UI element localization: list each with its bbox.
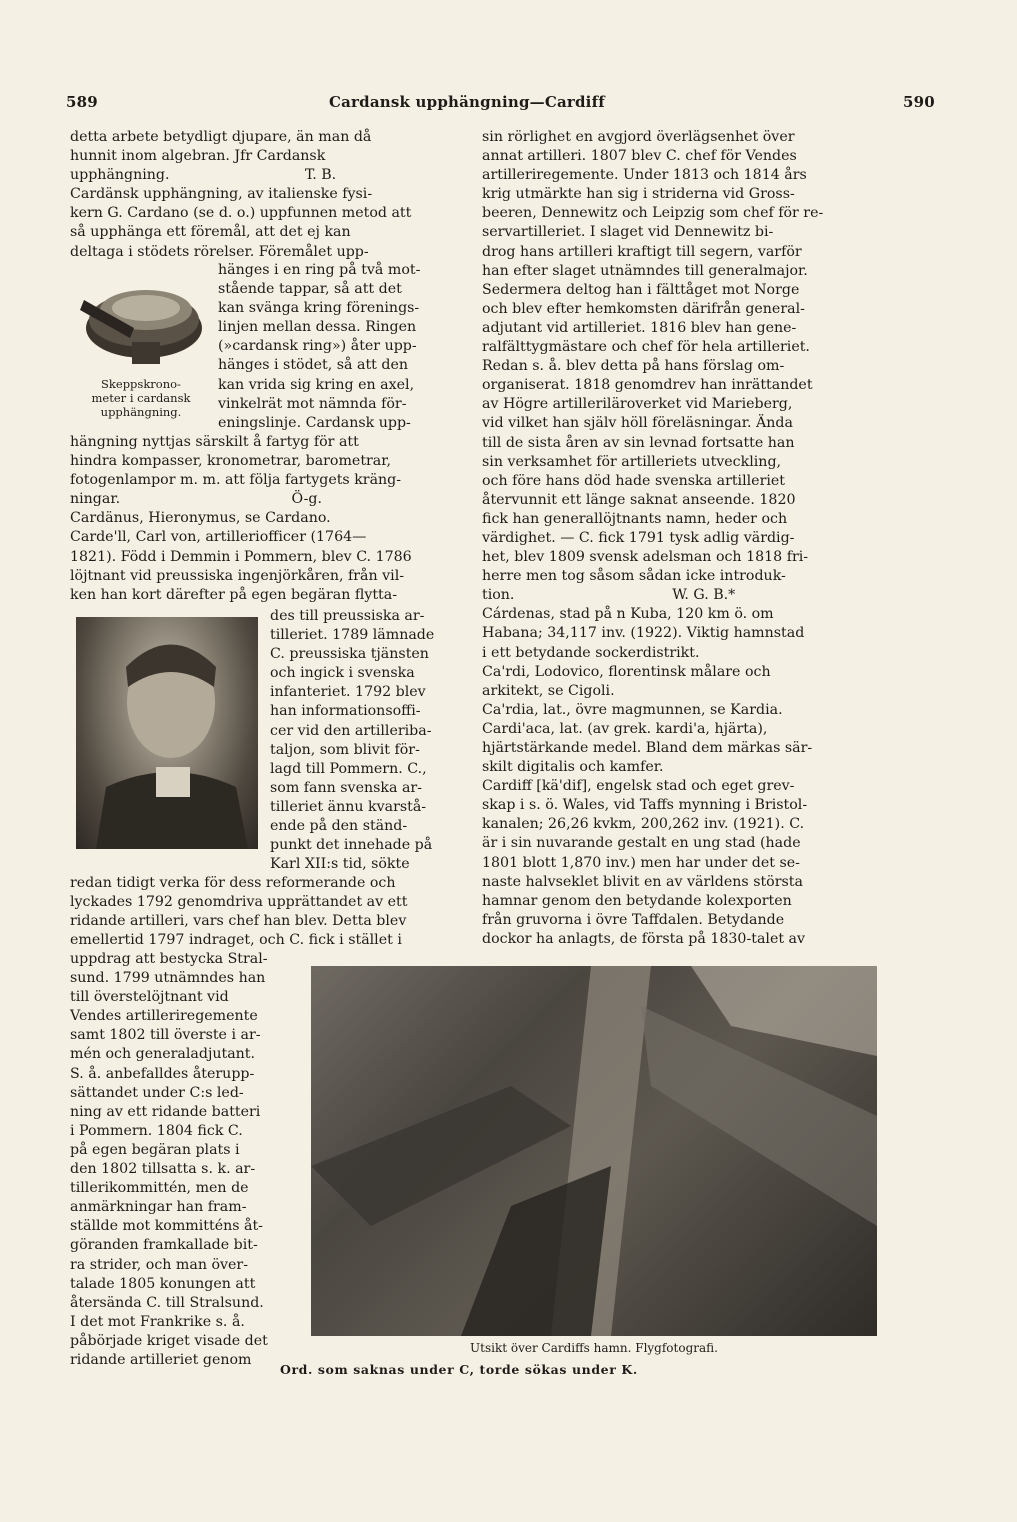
footer-note: Ord. som saknas under C, torde sökas under K. [280, 1362, 638, 1377]
right-col-line: Ca'rdi, Lodovico, florentinsk målare och [482, 663, 771, 680]
left-beside-fig1-line: vinkelrät mot nämnda för- [218, 395, 407, 412]
right-col-line: het, blev 1809 svensk adelsman och 1818 fri- [482, 549, 809, 566]
left-column-beside-portrait [270, 607, 458, 874]
harbor-photo-caption: Utsikt över Cardiffs hamn. Flygfotografi. [470, 1341, 718, 1355]
right-col-line: beeren, Dennewitz och Leipzig som chef för re- [482, 205, 824, 222]
cardiff-harbor-photo [311, 966, 877, 1336]
right-col-line: organiserat. 1818 genomdrev han inrättandet [482, 377, 813, 394]
right-col-line: herre men tog såsom sådan icke introduk- [482, 568, 786, 585]
left-narrow-line: samt 1802 till överste i ar- [70, 1027, 261, 1044]
left-mid-line: hindra kompasser, kronometrar, barometrar, [70, 453, 391, 470]
left-narrow-line: anmärkningar han fram- [70, 1199, 247, 1216]
left-col-top-line: deltaga i stödets rörelser. Föremålet upp- [70, 243, 369, 260]
left-narrow-line: mén och generaladjutant. [70, 1046, 256, 1063]
page-number-left: 589 [66, 93, 98, 111]
left-narrow-line: den 1802 tillsatta s. k. ar- [70, 1161, 256, 1178]
right-col-line: kanalen; 26,26 kvkm, 200,262 inv. (1921). C. [482, 816, 805, 833]
right-col-line: i ett betydande sockerdistrikt. [482, 644, 700, 661]
left-narrow-line: ställde mot kommitténs åt- [70, 1218, 263, 1235]
left-beside-portrait-line: tilleriet. 1789 lämnade [270, 627, 435, 644]
chronometer-illustration [74, 268, 206, 370]
left-column-beside-figure [218, 261, 458, 433]
left-beside-portrait-line: punkt det innehade på [270, 837, 433, 854]
left-narrow-line: uppdrag att bestycka Stral- [70, 951, 268, 967]
left-beside-portrait-line: han informationsoffi- [270, 703, 421, 720]
right-col-line: ralfälttygmästare och chef för hela artilleriet. [482, 339, 810, 356]
left-narrow-line: ra strider, och man över- [70, 1256, 248, 1273]
right-col-line: vid vilket han själv höll föreläsningar. Ända [482, 415, 793, 432]
right-col-line: adjutant vid artilleriet. 1816 blev han gene- [482, 319, 797, 336]
chronometer-caption [66, 377, 216, 419]
right-col-line: artilleriregemente. Under 1813 och 1814 års [482, 167, 807, 184]
left-mid-line: Carde'll, Carl von, artilleriofficer (1764— [70, 529, 367, 546]
right-col-line: Habana; 34,117 inv. (1922). Viktig hamnstad [482, 625, 805, 642]
left-col-top-line: detta arbete betydligt djupare, än man då [70, 129, 372, 145]
left-mid-line: löjtnant vid preussiska ingenjörkåren, från vil- [70, 567, 405, 584]
fig1-caption-line: Skeppskrono- [101, 377, 181, 391]
left-full2-line: lyckades 1792 genomdriva upprättandet av ett [70, 894, 408, 911]
left-narrow-line: tillerikommittén, men de [70, 1180, 249, 1197]
right-col-line: skap i s. ö. Wales, vid Taffs mynning i Bristol- [482, 797, 808, 814]
right-col-line: han efter slaget utnämndes till generalmajor. [482, 262, 808, 279]
left-narrow-line: S. å. anbefalldes återupp- [70, 1065, 255, 1082]
fig1-caption-line: meter i cardansk [91, 391, 191, 405]
left-narrow-line: återsända C. till Stralsund. [70, 1294, 264, 1311]
left-col-top-line: hunnit inom algebran. Jfr Cardansk [70, 148, 326, 165]
left-narrow-line: sund. 1799 utnämndes han [70, 970, 266, 987]
right-col-line: arkitekt, se Cigoli. [482, 682, 615, 699]
right-col-line: återvunnit ett länge saknat anseende. 1820 [482, 491, 796, 508]
left-beside-fig1-line: eningslinje. Cardansk upp- [218, 414, 411, 431]
right-col-line: annat artilleri. 1807 blev C. chef för Vendes [482, 148, 797, 165]
right-col-line: Redan s. å. blev detta på hans förslag om- [482, 358, 785, 375]
right-col-line: och blev efter hemkomsten därifrån general- [482, 300, 805, 317]
right-col-line: sin rörlighet en avgjord överlägsenhet över [482, 129, 795, 145]
left-mid-line: fotogenlampor m. m. att följa fartygets kräng- [70, 472, 402, 489]
portrait-figure-icon [76, 617, 258, 849]
left-narrow-line: på egen begäran plats i [70, 1141, 240, 1158]
fig1-caption-line: upphängning. [100, 405, 182, 419]
right-col-line: Sedermera deltog han i fälttåget mot Norge [482, 281, 800, 298]
left-narrow-line: ning av ett ridande batteri [70, 1103, 261, 1120]
right-col-line: och före hans död hade svenska artilleriet [482, 472, 785, 489]
right-col-line: till de sista åren av sin levnad fortsatte han [482, 434, 795, 451]
aerial-harbor-icon [311, 966, 877, 1336]
left-beside-portrait-line: som fann svenska ar- [270, 779, 422, 796]
left-full2-line: redan tidigt verka för dess reformerande och [70, 875, 396, 891]
left-mid-line: ken han kort därefter på egen begäran flytta- [70, 586, 397, 603]
left-beside-fig1-line: linjen mellan dessa. Ringen [218, 319, 417, 336]
right-col-line: hamnar genom den betydande kolexporten [482, 892, 792, 909]
right-col-line: drog hans artilleri kraftigt till segern, varför [482, 243, 802, 260]
left-beside-fig1-line: kan vrida sig kring en axel, [218, 376, 415, 393]
left-beside-portrait-line: taljon, som blivit för- [270, 741, 420, 758]
left-mid-line: Cardänus, Hieronymus, se Cardano. [70, 510, 331, 527]
left-beside-fig1-line: hänges i en ring på två mot- [218, 262, 421, 278]
left-col-top-line: upphängning. T. B. [70, 167, 337, 184]
right-col-line: fick han generallöjtnants namn, heder och [482, 510, 788, 527]
right-col-line: krig utmärkte han sig i striderna vid Gross- [482, 186, 795, 203]
left-narrow-line: sättandet under C:s led- [70, 1084, 244, 1101]
left-mid-line: hängning nyttjas särskilt å fartyg för att [70, 434, 359, 450]
left-beside-fig1-line: kan svänga kring förenings- [218, 300, 420, 317]
left-beside-fig1-line: stående tappar, så att det [218, 281, 402, 298]
left-beside-portrait-line: tilleriet ännu kvarstå- [270, 798, 427, 815]
left-column-narrow [70, 950, 298, 1370]
left-narrow-line: Vendes artilleriregemente [70, 1008, 258, 1025]
right-col-line: är i sin nuvarande gestalt en ung stad (hade [482, 835, 801, 852]
right-col-line: skilt digitalis och kamfer. [482, 759, 664, 776]
left-narrow-line: i Pommern. 1804 fick C. [70, 1122, 243, 1139]
running-title: Cardansk upphängning—Cardiff [329, 93, 605, 111]
right-col-line: Cardiff [kä'dif], engelsk stad och eget grev- [482, 778, 795, 795]
right-col-line: tion. W. G. B.* [482, 587, 736, 604]
right-col-line: naste halvseklet blivit en av världens största [482, 873, 803, 890]
left-column-middle [70, 433, 458, 605]
right-col-line: från gruvorna i övre Taffdalen. Betydande [482, 911, 785, 928]
left-beside-fig1-line: (»cardansk ring») åter upp- [218, 338, 417, 355]
right-col-line: dockor ha anlagts, de första på 1830-talet av [482, 930, 806, 947]
left-beside-portrait-line: des till preussiska ar- [270, 608, 425, 624]
left-narrow-line: till överstelöjtnant vid [70, 989, 229, 1006]
left-beside-fig1-line: hänges i stödet, så att den [218, 357, 409, 374]
left-beside-portrait-line: lagd till Pommern. C., [270, 760, 427, 777]
left-full2-line: emellertid 1797 indraget, och C. fick i stället i [70, 932, 402, 949]
left-narrow-line: talade 1805 konungen att [70, 1275, 256, 1292]
left-full2-line: ridande artilleri, vars chef han blev. Detta blev [70, 913, 407, 930]
left-beside-portrait-line: Karl XII:s tid, sökte [270, 856, 410, 873]
right-col-line: Ca'rdia, lat., övre magmunnen, se Kardia. [482, 701, 783, 718]
left-beside-portrait-line: ende på den ständ- [270, 818, 408, 835]
gimbal-chronometer-icon [74, 268, 206, 370]
right-col-line: Cardi'aca, lat. (av grek. kardi'a, hjärta), [482, 720, 768, 737]
right-col-line: av Högre artilleriläroverket vid Marieberg, [482, 396, 793, 413]
left-column-top [70, 128, 458, 262]
left-narrow-line: I det mot Frankrike s. å. [70, 1313, 245, 1330]
cardell-portrait [76, 617, 258, 849]
left-mid-line: ningar. Ö-g. [70, 491, 322, 508]
left-col-top-line: så upphänga ett föremål, att det ej kan [70, 224, 351, 241]
left-beside-portrait-line: cer vid den artilleriba- [270, 722, 432, 739]
right-col-line: hjärtstärkande medel. Bland dem märkas sär- [482, 740, 813, 756]
left-col-top-line: Cardänsk upphängning, av italienske fysi- [70, 186, 373, 203]
left-beside-portrait-line: och ingick i svenska [270, 665, 415, 682]
left-beside-portrait-line: infanteriet. 1792 blev [270, 684, 426, 701]
right-col-line: värdighet. — C. fick 1791 tysk adlig värdig- [482, 529, 795, 546]
left-mid-line: 1821). Född i Demmin i Pommern, blev C. 1786 [70, 548, 412, 565]
left-narrow-line: göranden framkallade bit- [70, 1237, 258, 1254]
right-col-line: Cárdenas, stad på n Kuba, 120 km ö. om [482, 606, 774, 623]
left-col-top-line: kern G. Cardano (se d. o.) uppfunnen metod att [70, 205, 412, 222]
left-column-full [70, 874, 458, 950]
page-number-right: 590 [903, 93, 935, 111]
right-column [482, 128, 874, 949]
left-narrow-line: ridande artilleriet genom [70, 1351, 252, 1368]
left-beside-portrait-line: C. preussiska tjänsten [270, 646, 429, 663]
right-col-line: servartilleriet. I slaget vid Dennewitz bi- [482, 224, 774, 241]
right-col-line: 1801 blott 1,870 inv.) men har under det se- [482, 854, 800, 871]
left-narrow-line: påbörjade kriget visade det [70, 1332, 268, 1349]
right-col-line: sin verksamhet för artilleriets utveckling, [482, 453, 782, 470]
